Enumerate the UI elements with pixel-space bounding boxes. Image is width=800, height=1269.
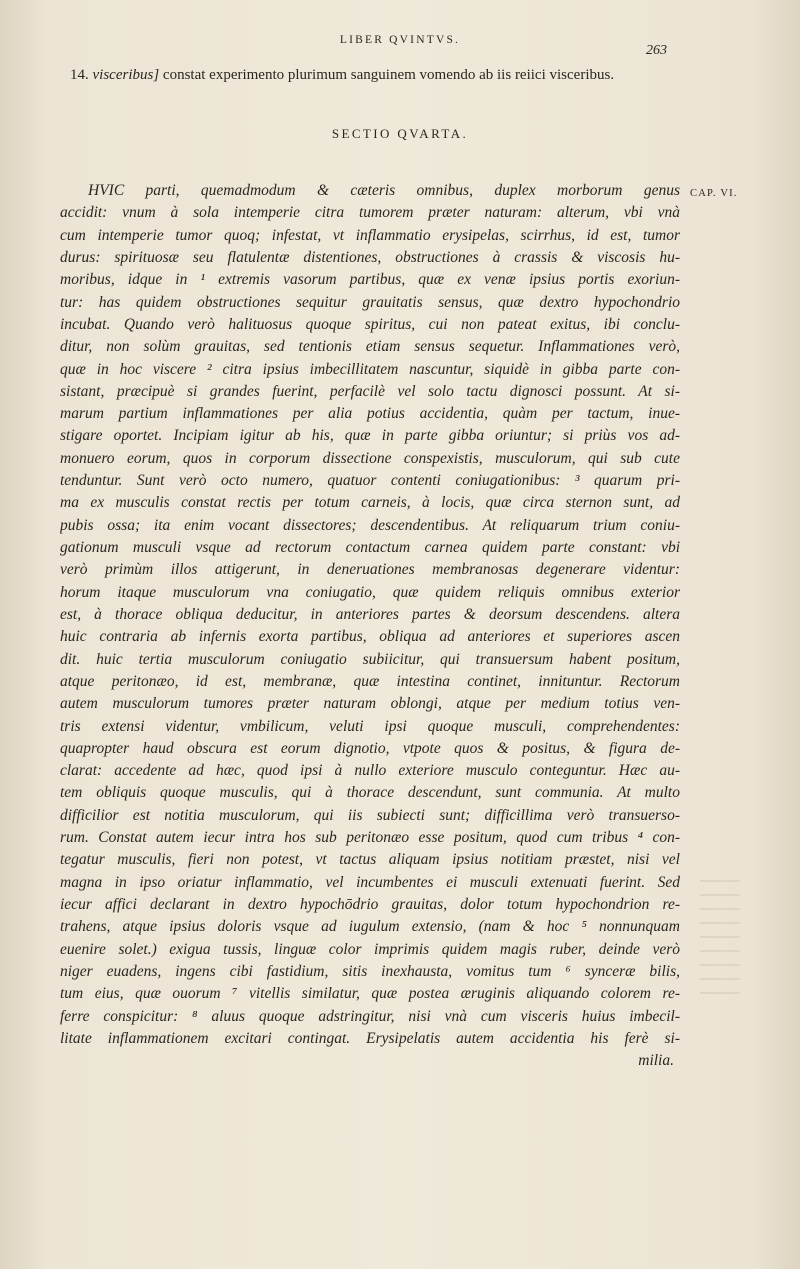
text-line: clarat: accedente ad hæc, quod ipsi à nullo exteriore musculo conteguntur. Hæc au-	[60, 762, 680, 780]
text-line: euenire solet.) exigua tussis, linguæ color imprimis quidem magis ruber, deinde verò	[60, 940, 680, 958]
text-line: magna in ipso oriatur inflammatio, vel incumbentes ei musculi extenuati fuerint. Sed	[60, 873, 680, 891]
text-line: litate inflammationem excitari contingat. Erysipelatis autem accidentia his ferè si-	[60, 1029, 680, 1047]
text-line: accidit: vnum à sola intemperie citra tumorem præter naturam: alterum, vbi vnà	[60, 204, 680, 222]
text-line: atque peritonæo, id est, membranæ, quæ intestina continet, innituntur. Rectorum	[60, 672, 680, 690]
text-line: ferre conspicitur: ⁸ aluus quoque adstringitur, nisi vnà cum visceris huius imbecil-	[60, 1007, 680, 1025]
text-line: horum itaque musculorum vna coniugatio, quæ quidem reliquis omnibus exterior	[60, 583, 680, 601]
note-lemma: visceribus]	[92, 67, 160, 83]
text-line: difficilior est notitia musculorum, qui iis subiecti sunt; difficillima verò transuerso-	[60, 806, 680, 824]
text-line: ditur, non solùm grauitas, sed tentionis etiam sensus sequetur. Inflammationes verò,	[60, 338, 680, 356]
text-line: tur: has quidem obstructiones sequitur grauitatis sensus, quæ dextro hypochondrio	[60, 293, 680, 311]
text-line: pubis ossa; ita enim vocant dissectores; descendentibus. At reliquarum trium coniu-	[60, 516, 680, 534]
text-line: cum intemperie tumor quoq; infestat, vt inflammatio erysipelas, scirrhus, id est, tumor	[60, 226, 680, 244]
page-number: 263	[646, 43, 667, 58]
text-line: quapropter haud obscura est eorum dignotio, vtpote quos & positus, & figura de-	[60, 739, 680, 757]
text-line: tenduntur. Sunt verò octo numero, quatuor contenti coniugationibus: ³ quarum pri-	[60, 472, 680, 490]
text-line: tris extensi videntur, vmbilicum, veluti ipsi quoque musculi, comprehendentes:	[60, 717, 680, 735]
text-line: gationum musculi vsque ad rectorum contactum carnea quidem parte constant: vbi	[60, 539, 680, 556]
body-text	[60, 180, 680, 1073]
text-line: sistant, præcipuè si grandes fuerint, perfacilè vel solo tactu dignosci possunt. At si-	[60, 382, 680, 400]
text-line: dit. huic tertia musculorum coniugatio subiicitur, qui transuersum habent positum,	[60, 650, 680, 668]
text-line: stigare oportet. Incipiam igitur ab his, quæ in parte gibba oriuntur; si priùs vos ad-	[60, 427, 680, 445]
text-line: incubat. Quando verò halituosus quoque spiritus, cui non pateat exitus, ibi conclu-	[60, 315, 680, 333]
text-line: durus: spirituosæ seu flatulentæ distentiones, obstructiones à crassis & viscosis hu-	[60, 248, 680, 266]
text-line: quæ in hoc viscere ² citra ipsius imbecillitatem nascuntur, siquidè in gibba parte con-	[60, 360, 680, 378]
text-line: tum eius, quæ ouorum ⁷ vitellis similatur, quæ postea æruginis aliquando colorem re-	[60, 985, 680, 1003]
text-line: milia.	[638, 1052, 674, 1070]
text-line: marum partium inflammationes per alia potius accidentia, quàm per tactum, inue-	[60, 405, 680, 423]
text-line: moribus, idque in ¹ extremis vasorum partibus, quæ ex venæ ipsius portis exoriun-	[60, 271, 680, 289]
text-line: niger euadens, ingens cibi fastidium, sitis inexhausta, vomitus tum ⁶ synceræ bilis,	[60, 962, 680, 980]
text-line: rum. Constat autem iecur intra hos sub peritonæo esse positum, quod cum tribus ⁴ con-	[60, 829, 680, 847]
running-head: LIBER QVINTVS.	[339, 34, 461, 46]
text-line: huic contraria ab infernis exorta partibus, obliqua ad anteriores et superiores ascen	[60, 628, 680, 646]
text-line: est, à thorace obliqua deducitur, in anteriores partes & deorsum descendens. altera	[60, 605, 680, 623]
text-line: verò primùm illos attigerunt, in deneruationes membranosas degenerare videntur:	[60, 561, 680, 579]
show-through-texture	[700, 880, 740, 1000]
text-line: tem obliquis quoque musculis, qui à thorace descendunt, sunt communia. At multo	[60, 784, 680, 802]
section-title: SECTIO QVARTA.	[331, 126, 469, 141]
textual-note	[70, 67, 682, 83]
text-line: monuero eorum, quos in corporum dissectione conspexistis, musculorum, qui sub cute	[60, 449, 680, 467]
text-line: trahens, atque ipsius doloris vsque ad iugulum extensio, (nam & hoc ⁵ nonnunquam	[60, 918, 680, 936]
marginal-chapter-label: CAP. VI.	[690, 188, 738, 199]
note-text: constat experimento plurimum sanguinem vomendo ab iis reiici visceribus.	[162, 67, 615, 83]
text-line: ma ex musculis constat rectis per totum carneis, à locis, quæ circa sternon sunt, ad	[60, 494, 680, 512]
note-number: 14.	[70, 67, 89, 83]
text-line: tegatur musculis, fieri non potest, vt tactus aliquam ipsius notitiam præstet, nisi vel	[60, 851, 680, 869]
text-line: autem musculorum tumores præter naturam oblongi, atque per medium totius ven-	[60, 695, 680, 713]
text-line: iecur affici declarant in dextro hypochōdrio grauitas, dolor totum hypochondrion re-	[60, 896, 680, 913]
text-line: HVIC parti, quemadmodum & cæteris omnibus, duplex morborum genus	[88, 182, 680, 199]
